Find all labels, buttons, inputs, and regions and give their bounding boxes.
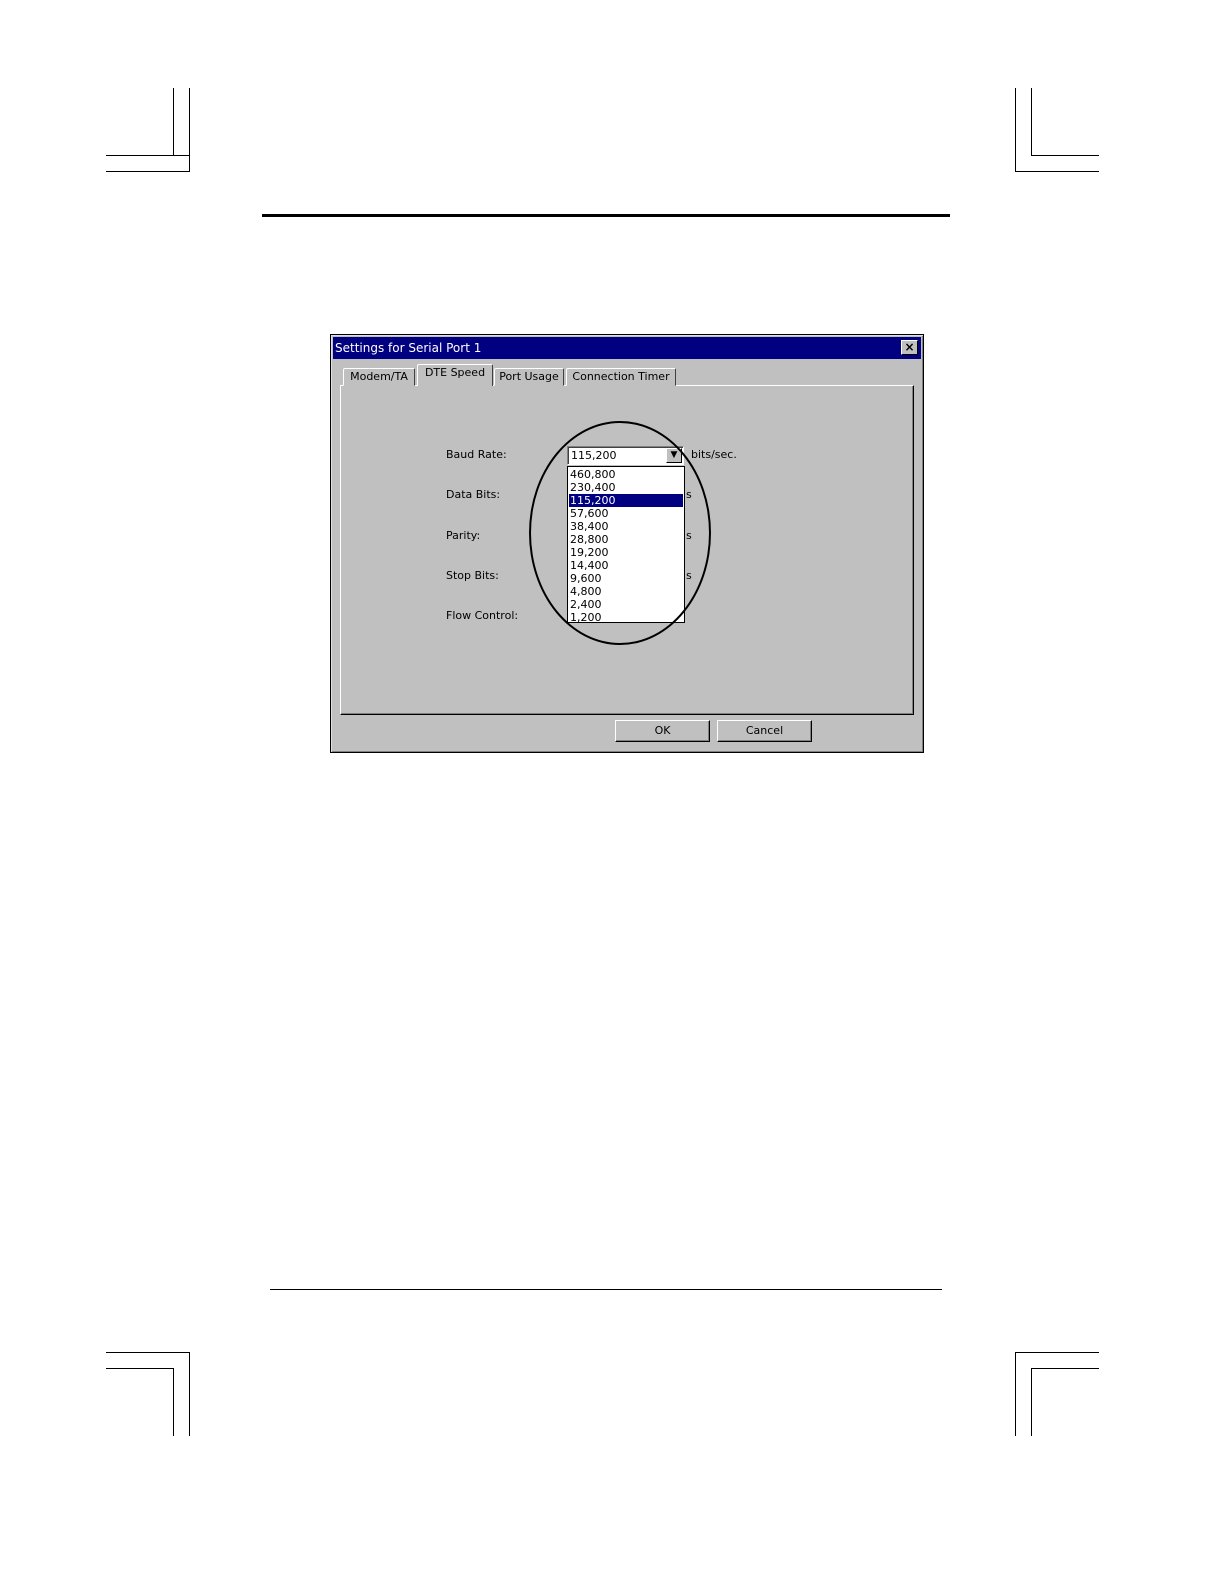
crop-mark-bottom-right-h: [1015, 1352, 1099, 1353]
crop-mark-top-left-v: [189, 88, 190, 172]
title-bar[interactable]: [333, 337, 921, 359]
tab-label: Connection Timer: [572, 370, 670, 383]
crop-mark-bottom-right-h2: [1031, 1368, 1099, 1369]
parity-suffix: s: [686, 529, 692, 542]
tab-label: DTE Speed: [424, 366, 486, 379]
stop-bits-label: Stop Bits:: [446, 569, 499, 582]
crop-mark-top-right-h2: [1015, 171, 1099, 172]
baud-rate-combo[interactable]: [567, 446, 684, 465]
crop-mark-bottom-left-v2: [173, 1368, 174, 1436]
crop-mark-top-left-h2: [106, 171, 190, 172]
crop-mark-top-left-v2: [173, 88, 174, 156]
baud-option[interactable]: 460,800: [570, 468, 616, 481]
close-button[interactable]: [901, 340, 918, 355]
baud-option[interactable]: 38,400: [570, 520, 609, 533]
data-bits-suffix: s: [686, 488, 692, 501]
cancel-label: Cancel: [745, 724, 784, 737]
baud-option[interactable]: 57,600: [570, 507, 609, 520]
baud-option[interactable]: 19,200: [570, 546, 609, 559]
footer-rule: [270, 1289, 942, 1290]
crop-mark-top-right-v2: [1031, 88, 1032, 156]
baud-rate-dropdown-list[interactable]: [567, 466, 685, 623]
crop-mark-bottom-right-v2: [1031, 1368, 1032, 1436]
header-rule: [262, 214, 950, 217]
ok-button[interactable]: [615, 720, 710, 742]
cancel-button[interactable]: [717, 720, 812, 742]
tab-modem-ta[interactable]: [343, 368, 415, 386]
parity-label: Parity:: [446, 529, 481, 542]
baud-rate-label: Baud Rate:: [446, 448, 507, 461]
crop-mark-top-left-h: [106, 155, 190, 156]
close-icon: ×: [904, 340, 915, 354]
tab-label: Port Usage: [499, 370, 559, 383]
baud-option[interactable]: 4,800: [570, 585, 602, 598]
ok-label: OK: [654, 724, 671, 737]
tab-dte-speed[interactable]: [417, 364, 493, 386]
dropdown-arrow-button[interactable]: [666, 448, 682, 463]
chevron-down-icon: ▼: [670, 450, 678, 460]
crop-mark-bottom-left-h: [106, 1352, 190, 1353]
flow-control-label: Flow Control:: [446, 609, 519, 622]
baud-rate-value: 115,200: [571, 449, 617, 462]
baud-option[interactable]: 1,200: [570, 611, 602, 624]
crop-mark-bottom-right-v: [1015, 1352, 1016, 1436]
baud-option[interactable]: 115,200: [569, 494, 683, 507]
baud-option[interactable]: 230,400: [570, 481, 616, 494]
tab-connection-timer[interactable]: [566, 368, 676, 386]
tab-port-usage[interactable]: [494, 368, 564, 386]
tab-label: Modem/TA: [350, 370, 408, 383]
crop-mark-bottom-left-v: [189, 1352, 190, 1436]
data-bits-label: Data Bits:: [446, 488, 501, 501]
baud-option[interactable]: 14,400: [570, 559, 609, 572]
baud-option[interactable]: 28,800: [570, 533, 609, 546]
baud-option[interactable]: 2,400: [570, 598, 602, 611]
baud-option[interactable]: 9,600: [570, 572, 602, 585]
crop-mark-top-right-v: [1015, 88, 1016, 172]
stop-bits-suffix: s: [686, 569, 692, 582]
crop-mark-top-right-h: [1031, 155, 1099, 156]
crop-mark-bottom-left-h2: [106, 1368, 174, 1369]
baud-unit-label: bits/sec.: [691, 448, 737, 461]
dialog-title: Settings for Serial Port 1: [335, 341, 482, 355]
